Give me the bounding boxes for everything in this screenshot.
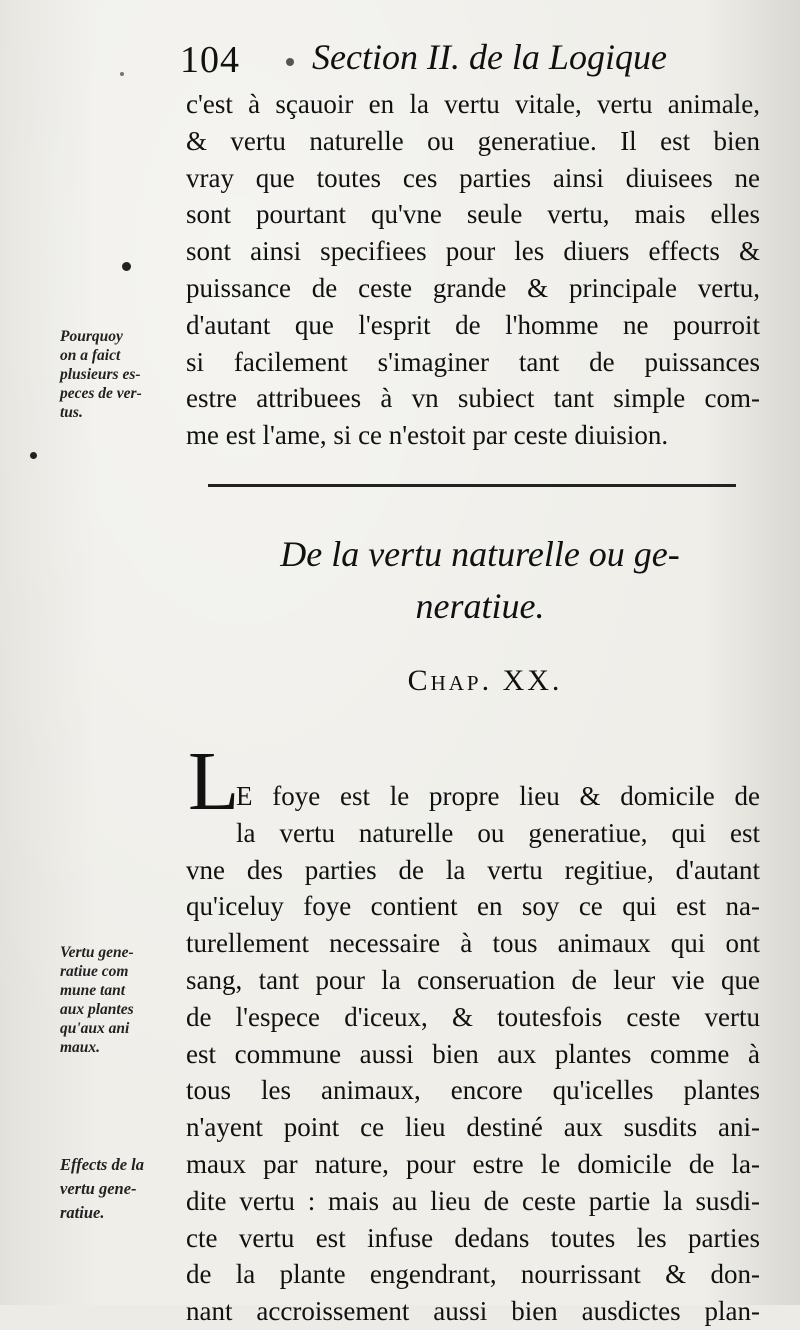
margin-note-line: vertu gene- <box>60 1179 137 1198</box>
margin-note-line: on a faict <box>60 347 121 364</box>
margin-note-line: Vertu gene- <box>60 944 134 961</box>
text-line: vray que toutes ces parties ainsi diuisees ne <box>186 162 760 193</box>
text-line: me est l'ame, si ce n'estoit par ceste diuision. <box>186 420 669 451</box>
margin-note-line: aux plantes <box>60 1001 134 1018</box>
chapter-number: Chap. XX. <box>407 664 563 697</box>
text-line: de l'espece d'iceux, & toutesfois ceste vertu <box>186 1001 760 1032</box>
page-number: 104 <box>180 39 240 81</box>
text-line: si facilement s'imaginer tant de puissances <box>186 346 760 377</box>
text-line: c'est à sçauoir en la vertu vitale, vertu animale, <box>186 89 760 119</box>
margin-note-line: tus. <box>60 404 83 421</box>
text-line: estre attribuees à vn subiect tant simple com- <box>186 383 760 414</box>
running-head: Section II. de la Logique <box>312 37 667 77</box>
chapter-title-line: neratiue. <box>415 586 545 626</box>
section-divider-rule <box>208 484 736 487</box>
text-line: la vertu naturelle ou generatiue, qui est <box>236 817 760 848</box>
text-line: maux par nature, pour estre le domicile de la- <box>186 1148 760 1179</box>
margin-note-line: Pourquoy <box>60 328 123 345</box>
margin-note-line: maux. <box>60 1039 101 1056</box>
text-line: & vertu naturelle ou generatiue. Il est bien <box>186 125 760 156</box>
text-line: sang, tant pour la conseruation de leur vie que <box>186 964 760 995</box>
text-line: est commune aussi bien aux plantes comme à <box>186 1038 760 1069</box>
margin-note-generative-virtue-common <box>60 943 180 1057</box>
margin-note-line: qu'aux ani <box>60 1020 130 1037</box>
text-line: tous les animaux, encore qu'icelles plantes <box>186 1075 760 1106</box>
paragraph-section-end <box>186 86 760 454</box>
text-line: sont ainsi specifiees pour les diuers effects & <box>186 236 760 267</box>
text-line: d'autant que l'esprit de l'homme ne pourroit <box>186 309 760 340</box>
text-line: E foye est le propre lieu & domicile de <box>236 781 760 811</box>
text-line: sont pourtant qu'vne seule vertu, mais elles <box>186 199 760 230</box>
chapter-title <box>200 528 760 632</box>
page-header <box>180 34 700 86</box>
text-line: de la plante engendrant, nourrissant & don- <box>186 1259 760 1290</box>
margin-note-line: ratiue com <box>60 963 129 980</box>
text-line: nant accroissement aussi bien ausdictes plan- <box>186 1296 760 1327</box>
margin-note-line: plusieurs es- <box>60 366 141 383</box>
margin-note-line: Effects de la <box>60 1155 145 1174</box>
text-line: dite vertu : mais au lieu de ceste partie la susdi- <box>186 1185 760 1216</box>
paragraph-chapter-body <box>186 778 760 1330</box>
margin-note-line: mune tant <box>60 982 126 999</box>
text-line: cte vertu est infuse dedans toutes les parties <box>186 1222 760 1253</box>
text-line: n'ayent point ce lieu destiné aux susdits ani- <box>186 1112 760 1143</box>
text-line: vne des parties de la vertu regitiue, d'autant <box>186 854 760 885</box>
drop-cap: L <box>188 735 240 828</box>
ink-speck <box>120 72 124 76</box>
text-line: qu'iceluy foye contient en soy ce qui est na- <box>186 891 760 922</box>
ink-speck <box>30 452 37 459</box>
text-line: puissance de ceste grande & principale vertu, <box>186 272 760 303</box>
margin-note-line: peces de ver- <box>60 385 142 402</box>
margin-note-line: ratiue. <box>60 1203 105 1222</box>
margin-note-effects-generative-virtue <box>60 1153 180 1225</box>
header-dot-ornament <box>286 58 294 66</box>
ink-speck <box>122 262 131 271</box>
margin-note-kinds-of-virtues <box>60 327 180 422</box>
text-line: turellement necessaire à tous animaux qui ont <box>186 928 760 959</box>
chapter-title-line: De la vertu naturelle ou ge- <box>280 534 680 574</box>
